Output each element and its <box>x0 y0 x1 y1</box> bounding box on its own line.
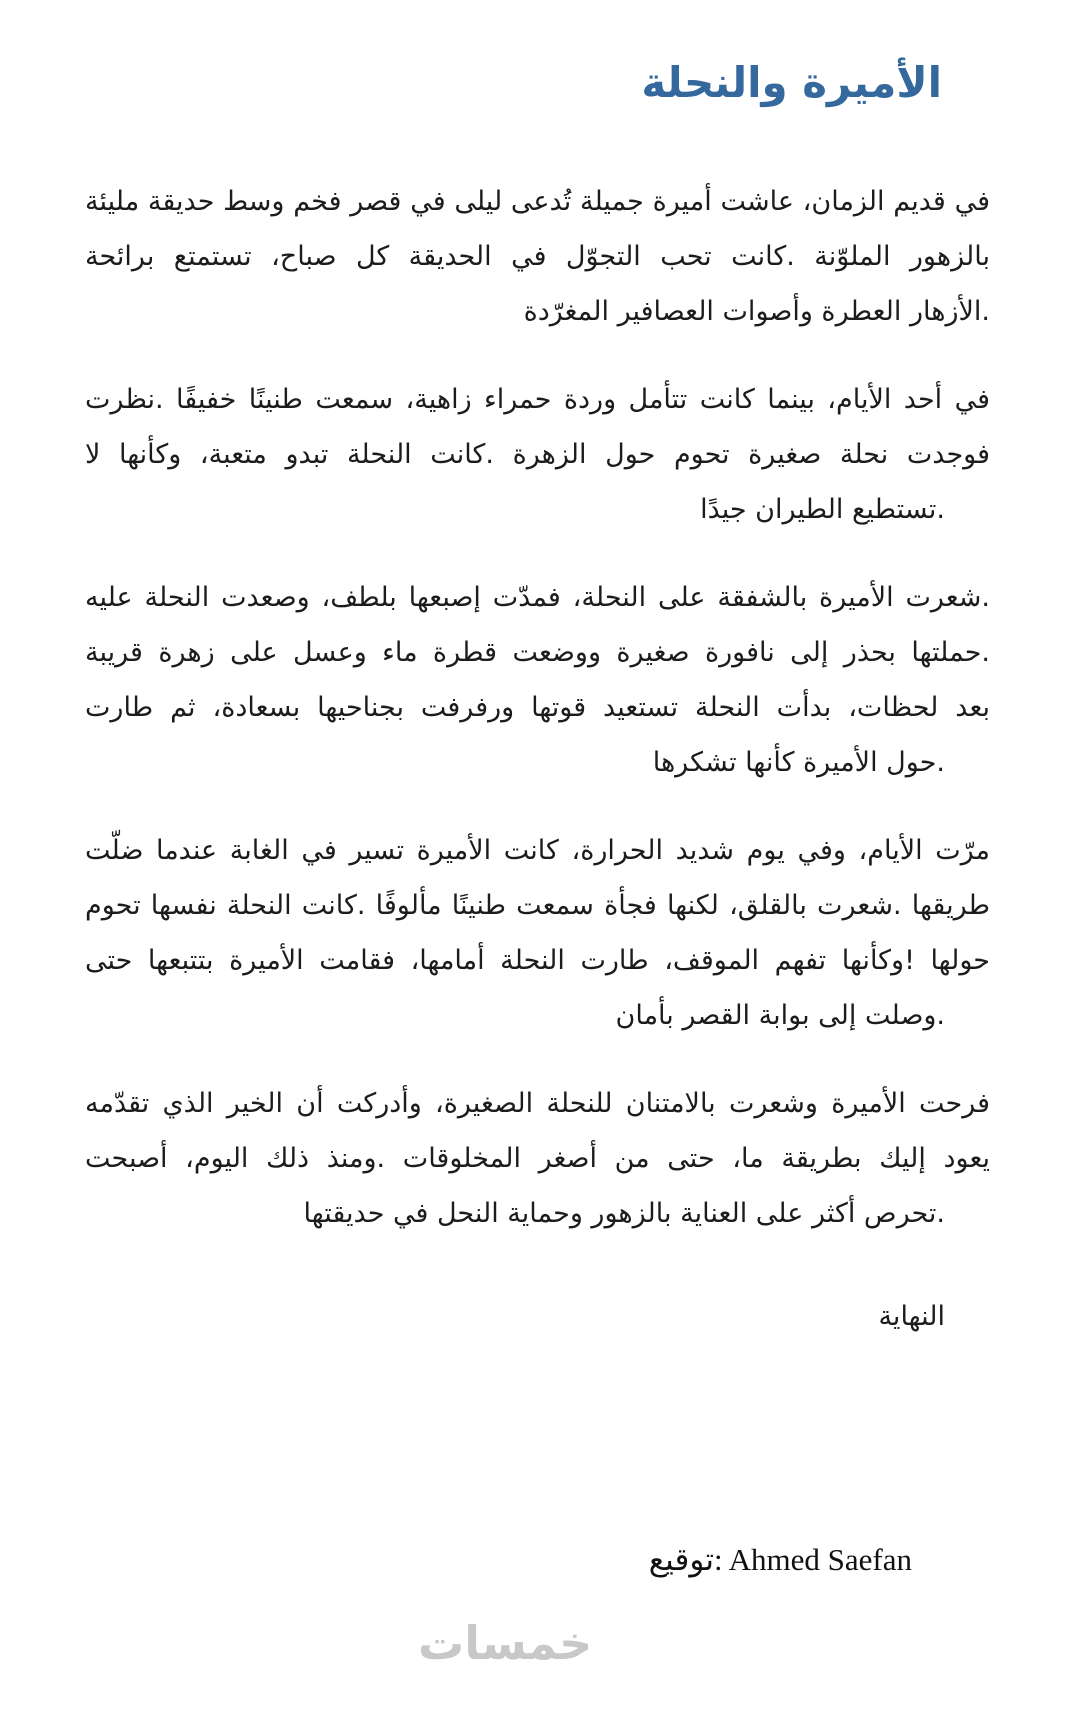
story-line: .حول الأميرة كأنها تشكرها <box>652 747 945 779</box>
story-line: طريقها .شعرت بالقلق، لكنها فجأة سمعت طنينًا مألوفًا .كانت النحلة نفسها تحوم <box>85 890 990 922</box>
story-line: يعود إليك بطريقة ما، حتى من أصغر المخلوقات .ومنذ ذلك اليوم، أصبحت <box>85 1143 990 1175</box>
story-line: حولها !وكأنها تفهم الموقف، طارت النحلة أمامها، فقامت الأميرة بتتبعها حتى <box>85 945 990 977</box>
story-line: فوجدت نحلة صغيرة تحوم حول الزهرة .كانت النحلة تبدو متعبة، وكأنها لا <box>85 439 990 471</box>
paragraph-3 <box>85 570 990 790</box>
story-line: .تحرص أكثر على العناية بالزهور وحماية النحل في حديقتها <box>303 1198 945 1230</box>
story-line: .الأزهار العطرة وأصوات العصافير المغرّدة <box>523 296 990 328</box>
story-line: بالزهور الملوّنة .كانت تحب التجوّل في الحديقة كل صباح، تستمتع برائحة <box>85 241 990 273</box>
story-line: فرحت الأميرة وشعرت بالامتنان للنحلة الصغيرة، وأدركت أن الخير الذي تقدّمه <box>85 1088 990 1120</box>
story-line: مرّت الأيام، وفي يوم شديد الحرارة، كانت الأميرة تسير في الغابة عندما ضلّت <box>85 835 990 867</box>
signature-name: Ahmed Saefan <box>728 1542 912 1577</box>
paragraph-4 <box>85 823 990 1043</box>
paragraph-2 <box>85 372 990 537</box>
signature-line <box>649 1538 912 1581</box>
story-line: بعد لحظات، بدأت النحلة تستعيد قوتها ورفرفت بجناحيها بسعادة، ثم طارت <box>85 692 990 724</box>
story-line: .شعرت الأميرة بالشفقة على النحلة، فمدّت إصبعها بلطف، وصعدت النحلة عليه <box>85 582 990 614</box>
ending-label: النهاية <box>878 1301 945 1333</box>
page-title: الأميرة والنحلة <box>641 58 942 107</box>
watermark-khamsat: خمسات <box>418 1616 593 1670</box>
story-line: .تستطيع الطيران جيدًا <box>700 494 945 526</box>
document-content <box>85 58 990 1344</box>
story-line: في أحد الأيام، بينما كانت تتأمل وردة حمراء زاهية، سمعت طنينًا خفيفًا .نظرت <box>85 384 990 416</box>
story-line: .حملتها بحذر إلى نافورة صغيرة ووضعت قطرة ماء وعسل على زهرة قريبة <box>85 637 990 669</box>
paragraph-1 <box>85 174 990 339</box>
story-line: .وصلت إلى بوابة القصر بأمان <box>615 1000 945 1032</box>
signature-label: توقيع: <box>648 1542 723 1577</box>
story-line: في قديم الزمان، عاشت أميرة جميلة تُدعى ليلى في قصر فخم وسط حديقة مليئة <box>85 186 990 218</box>
paragraph-5 <box>85 1076 990 1241</box>
